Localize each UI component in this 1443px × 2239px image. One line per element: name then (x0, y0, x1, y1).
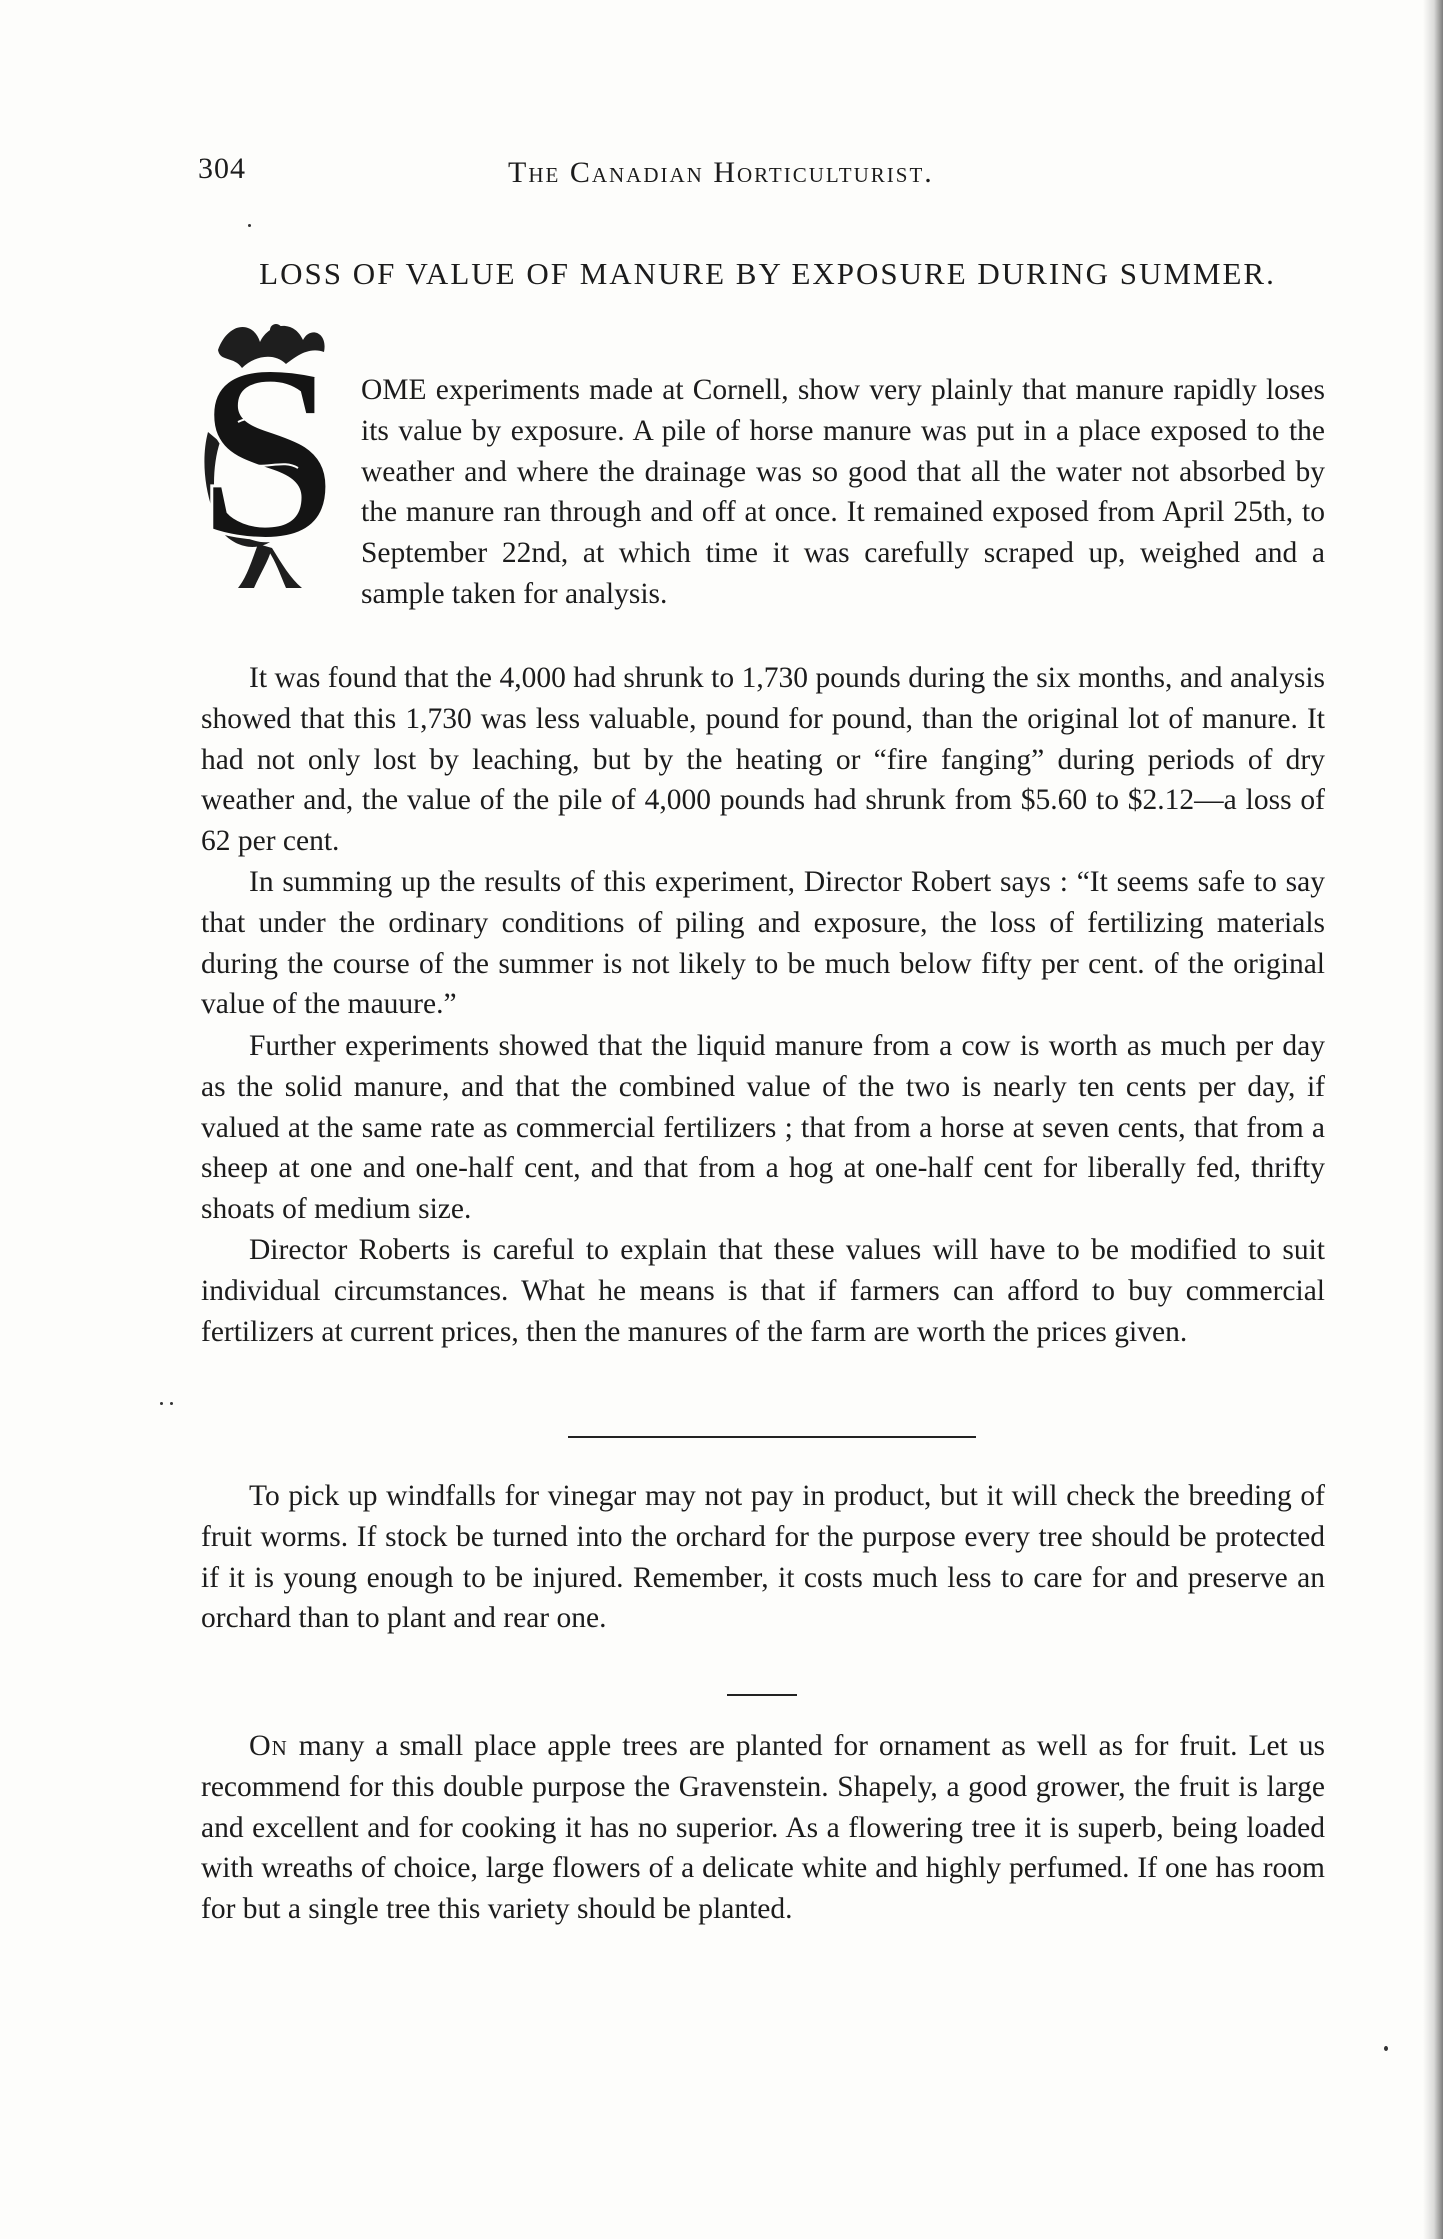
drop-cap-letter: S (198, 314, 338, 591)
article-paragraph-4: Further experiments showed that the liquid manure from a cow is worth as much per day as the solid manure, and that the combined value of the two is nearly ten cents per day, if valued at the same rate as commercial fertilizers ; that from a horse at seven cents, that from a sheep at one and one-half cent, and that from a hog at one-half cent for liberally fed, thrifty shoats of medium size. (201, 1030, 1325, 1226)
drop-cap-space (201, 370, 361, 616)
scan-speck (160, 1402, 163, 1405)
note-windfalls: To pick up windfalls for vinegar may not pay in product, but it will check the breeding of fruit worms. If stock be turned into the orchard for the purpose every tree should be protected if it is young enough to be injured. Remember, it costs much less to care for and preserve an orchard than to plant and rear one. (201, 1480, 1325, 1635)
article-paragraph-1 (201, 370, 1325, 616)
page-header (198, 152, 1330, 192)
article-title: LOSS OF VALUE OF MANURE BY EXPOSURE DURING SUMMER. (259, 256, 1276, 291)
page-number: 304 (198, 152, 246, 185)
article-paragraph-3: In summing up the results of this experiment, Director Robert says : “It seems safe to say that under the ordinary conditions of piling and exposure, the loss of fertilizing materials during the course of the summer is not likely to be much below fifty per cent. of the original value of the mauure.” (201, 866, 1325, 1021)
article-paragraph-1-text: OME experiments made at Cornell, show very plainly that manure rapidly loses its value by exposure. A pile of horse manure was put in a place exposed to the weather and where the drainage was so good that all the water not absorbed by the manure ran through and off at once. It remained exposed from April 25th, to September 22nd, at which time it was carefully scraped up, weighed and a sample taken for analysis. (361, 374, 1325, 610)
note-gravenstein-lead: On (249, 1729, 288, 1762)
article-paragraph-2: It was found that the 4,000 had shrunk to 1,730 pounds during the six months, and analysis showed that this 1,730 was less valuable, pound for pound, than the original lot of manure. It had not only lost by leaching, but by the heating or “fire fanging” during periods of dry weather and, the value of the pile of 4,000 pounds had shrunk from $5.60 to $2.12—a loss of 62 per cent. (201, 662, 1325, 858)
scan-speck (170, 1402, 173, 1405)
note-gravenstein-text: many a small place apple trees are planted for ornament as well as for fruit. Let us recommend for this double purpose the Gravenstein. Shapely, a good grower, the fruit is large and excellent and for cooking it has no superior. As a flowering tree it is superb, being loaded with wreaths of choice, large flowers of a delicate white and highly perfumed. If one has room for but a single tree this variety should be planted. (201, 1730, 1325, 1926)
scan-speck (1384, 2046, 1388, 2051)
page-edge-shadow (1423, 0, 1443, 2239)
note-gravenstein (201, 1726, 1325, 1930)
running-head: The Canadian Horticulturist. (508, 156, 934, 189)
scan-speck (248, 224, 251, 227)
section-divider-short (727, 1694, 797, 1696)
article-paragraph-5: Director Roberts is careful to explain that these values will have to be modified to suit individual circumstances. What he means is that if farmers can afford to buy commercial fertilizers at current prices, then the manures of the farm are worth the prices given. (201, 1234, 1325, 1348)
section-divider-long (568, 1436, 976, 1438)
